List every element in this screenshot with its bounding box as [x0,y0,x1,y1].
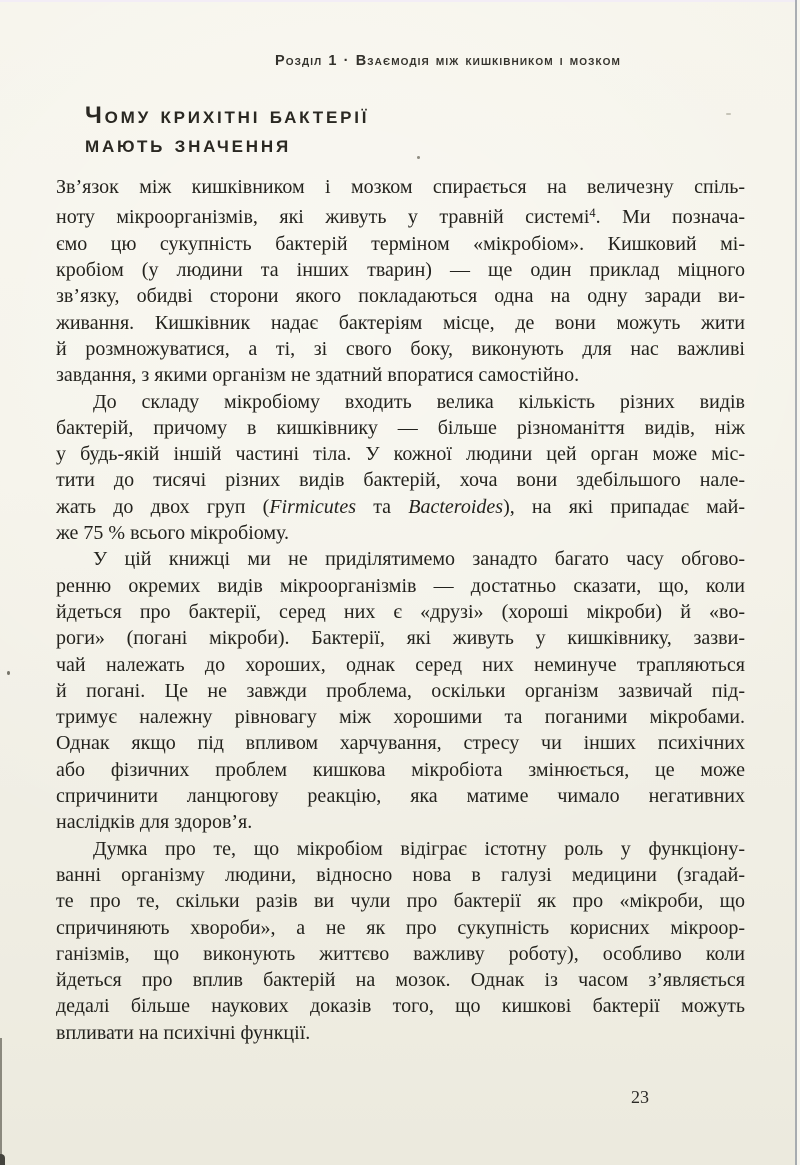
text-line: жать до двох груп (Firmicutes та Bacteroides), на які припадає май- [56,495,745,518]
text-line: зв’язку, обидві сторони якого покладаються одна на одну заради ви- [56,285,745,308]
chapter-title-line-1: Чому крихітні бактерії [85,102,370,129]
text-line: ноту мікроорганізмів, які живуть у травній системі$^4$. Ми познача- [56,206,745,229]
text-line: дедалі більше наукових доказів того, що кишкові бактерії можуть [56,995,745,1018]
text-line: живання. Кишківник надає бактеріям місце, де вони можуть жити [56,311,745,334]
text-line: впливати на психічні функції. [56,1021,311,1044]
body-text [56,174,745,1046]
text-line: роги» (погані мікроби). Бактерії, які живуть у кишківнику, зазви- [56,627,745,650]
text-line: Однак якщо під впливом харчування, стресу чи інших психічних [56,732,745,755]
text-line: у будь-якій іншій частині тіла. У кожної людини цей орган може міс- [56,443,745,466]
text-line: Думка про те, що мікробіом відіграє істотну роль у функціону- [93,837,745,860]
text-line: ванні організму людини, відносно нова в галузі медицини (згадай- [56,863,745,886]
running-header: Розділ 1 · Взаємодія між кишківником і мозком [275,53,621,69]
text-line: Зв’язок між кишківником і мозком спирається на величезну спіль- [56,176,745,198]
text-line: тримує належну рівновагу між хорошими та поганими мікробами. [56,706,745,729]
text-line: йдеться про бактерії, серед них є «друзі» (хороші мікроби) й «во- [56,600,745,623]
paper-speck [417,156,420,159]
photo-corner-artifact [0,1154,5,1165]
chapter-title [85,101,369,159]
text-line: й погані. Це не завжди проблема, оскільки організм зазвичай під- [56,679,745,702]
text-line: завдання, з якими організм не здатний впоратися самостійно. [56,364,580,387]
text-line: чай належать до хороших, однак серед них неминуче трапляються [56,653,745,676]
text-line: тити до тисячі різних видів бактерій, хоча вони здебільшого нале- [56,469,745,492]
text-line: йдеться про вплив бактерій на мозок. Однак із часом з’являється [56,969,745,992]
text-line: ємо цю сукупність бактерій терміном «мікробіом». Кишковий мі- [56,232,745,255]
text-line: бактерій, причому в кишківнику — більше різноманіття видів, ніж [56,416,745,439]
text-line: наслідків для здоров’я. [56,811,253,834]
page-number: 23 [631,1087,649,1107]
chapter-title-line-2: мають значення [85,131,291,158]
photo-left-edge-shadow [0,1038,2,1165]
text-line: До складу мікробіому входить велика кількість різних видів [93,390,745,413]
text-line: спричинити ланцюгову реакцію, яка матиме чимало негативних [56,785,745,808]
text-line: У цій книжці ми не приділятимемо занадто багато часу обгово- [93,548,745,571]
text-line: спричиняють хвороби», а не як про сукупність корисних мікроор- [56,916,745,939]
text-line: те про те, скільки разів ви чули про бактерії як про «мікроби, що [56,890,745,913]
text-line: або фізичних проблем кишкова мікробіота змінюється, це може [56,758,745,781]
paper-speck [726,113,731,115]
text-line: кробіом (у людини та інших тварин) — ще один приклад міцного [56,259,745,282]
paper-speck [7,671,10,675]
text-line: ганізмів, що виконують життєво важливу роботу), особливо коли [56,942,745,965]
text-line: й розмножуватися, а ті, зі свого боку, виконують для нас важливі [56,337,745,360]
photo-top-highlight [0,0,800,2]
text-line: ренню окремих видів мікроорганізмів — достатньо сказати, що, коли [56,574,745,597]
text-line: же 75 % всього мікробіому. [56,522,290,545]
